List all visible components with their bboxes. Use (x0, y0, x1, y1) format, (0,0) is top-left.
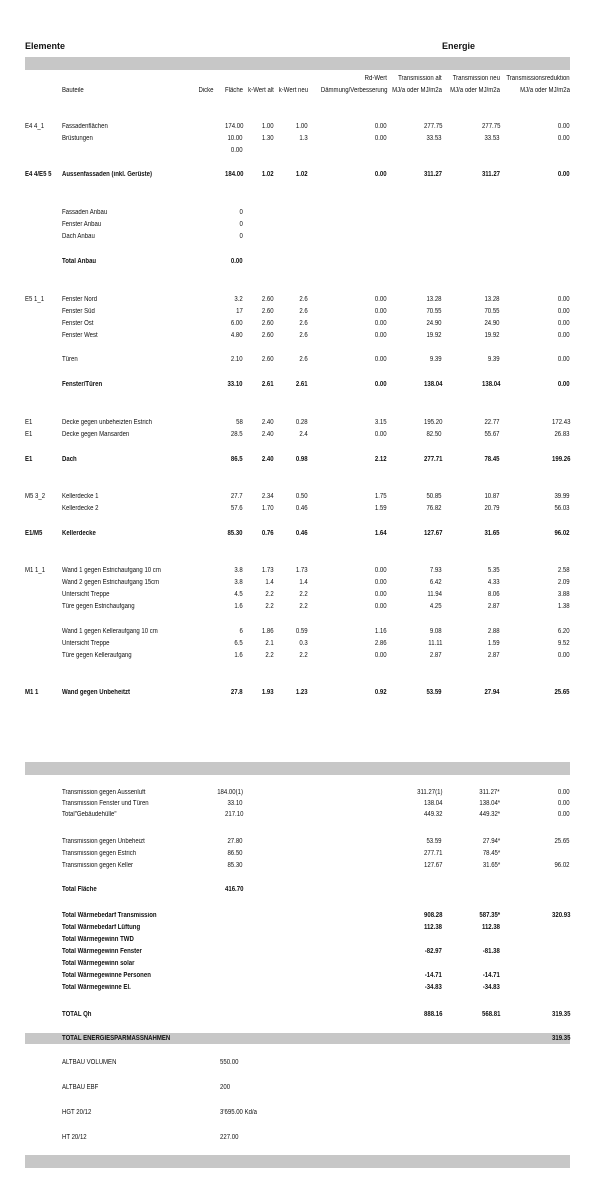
row-transmission-neu: 22.77 (484, 419, 500, 426)
row-rd-wert: 0.00 (375, 135, 387, 142)
row-rd-wert: 0.00 (375, 123, 387, 130)
summary-label: Total Wärmebedarf Lüftung (62, 924, 141, 931)
row-code: E5 1_1 (25, 296, 45, 303)
row-flaeche: 0.00 (231, 147, 243, 154)
row-transmission-neu: 2.88 (488, 628, 500, 635)
row-k-alt: 2.61 (262, 381, 274, 388)
row-transmissionsreduktion: 3.88 (558, 591, 570, 598)
summary-label: Total Wärmegewinn TWD (62, 936, 134, 943)
summary-label: Transmission gegen Keller (62, 862, 134, 869)
row-bauteil: Fenster Ost (62, 320, 94, 327)
building-data-label: HGT 20/12 (62, 1109, 92, 1116)
row-k-neu: 0.3 (299, 640, 308, 647)
row-transmission-alt: 4.25 (430, 603, 442, 610)
summary-label: Total Wärmebedarf Transmission (62, 912, 157, 919)
row-transmission-alt: 277.75 (423, 123, 442, 130)
row-transmissionsreduktion: 199.26 (551, 456, 570, 463)
row-transmission-neu: 24.90 (484, 320, 500, 327)
row-transmissionsreduktion: 39.99 (554, 493, 570, 500)
summary-label: Transmission gegen Aussenluft (62, 789, 146, 796)
row-code: E1 (25, 456, 33, 463)
summary-area: 33.10 (227, 800, 243, 807)
col-header-daemmung: Dämmung/Verbesserung (320, 87, 387, 94)
row-k-alt: 1.93 (262, 689, 274, 696)
row-transmission-alt: 9.08 (430, 628, 442, 635)
row-transmission-alt: 7.93 (430, 567, 442, 574)
row-flaeche: 57.6 (231, 505, 243, 512)
row-rd-wert: 0.00 (375, 171, 387, 178)
row-transmission-alt: 53.59 (426, 689, 442, 696)
row-flaeche: 1.6 (234, 603, 243, 610)
row-bauteil: Fenster Süd (62, 308, 95, 315)
row-code: M1 1 (25, 689, 39, 696)
summary-reduktion: 0.00 (558, 811, 570, 818)
summary-label: Transmission gegen Estrich (62, 850, 137, 857)
row-code: E1 (25, 419, 33, 426)
footer-divider-bar (25, 1155, 570, 1168)
row-bauteil: Fenster West (62, 332, 98, 339)
row-rd-wert: 2.12 (375, 456, 387, 463)
summary-transmission-alt: 908.28 (423, 912, 442, 919)
row-rd-wert: 0.92 (375, 689, 387, 696)
row-rd-wert: 0.00 (375, 381, 387, 388)
col-header-rd-wert: Rd-Wert (364, 75, 387, 82)
summary-area: 85.30 (227, 862, 243, 869)
row-transmission-alt: 127.67 (423, 530, 442, 537)
row-flaeche: 0 (239, 221, 243, 228)
building-data-label: ALTBAU VOLUMEN (62, 1059, 117, 1066)
row-transmissionsreduktion: 96.02 (554, 530, 570, 537)
row-flaeche: 58 (236, 419, 243, 426)
row-transmission-alt: 11.94 (427, 591, 442, 598)
summary-label: Total"Gebäudehülle" (62, 811, 117, 818)
total-energiesparmassnahmen-value: 319.35 (551, 1035, 570, 1042)
summary-transmission-neu: 112.38 (481, 924, 500, 931)
summary-transmission-neu: 587.35* (479, 912, 500, 919)
row-transmissionsreduktion: 1.38 (558, 603, 570, 610)
row-k-alt: 1.4 (265, 579, 274, 586)
row-rd-wert: 1.64 (375, 530, 387, 537)
summary-reduktion: 0.00 (558, 800, 570, 807)
row-transmission-neu: 31.65 (484, 530, 500, 537)
row-rd-wert: 0.00 (375, 320, 387, 327)
row-code: E1 (25, 431, 33, 438)
row-bauteil: Fenster/Türen (62, 381, 103, 388)
row-k-alt: 0.76 (262, 530, 274, 537)
row-rd-wert: 0.00 (375, 652, 387, 659)
section-title-elemente: Elemente (25, 41, 66, 51)
row-flaeche: 28.5 (231, 431, 243, 438)
row-flaeche: 6.00 (231, 320, 243, 327)
row-flaeche: 3.8 (234, 567, 243, 574)
row-transmissionsreduktion: 0.00 (558, 123, 570, 130)
summary-transmission-neu: 78.45* (482, 850, 500, 857)
row-k-alt: 2.60 (262, 320, 274, 327)
row-transmission-neu: 9.39 (488, 356, 500, 363)
row-rd-wert: 3.15 (375, 419, 387, 426)
summary-transmission-neu: 449.32* (479, 811, 500, 818)
summary-transmission-alt: 888.16 (423, 1011, 442, 1018)
summary-label: Transmission gegen Unbeheizt (62, 838, 145, 845)
row-transmission-neu: 1.59 (488, 640, 500, 647)
row-transmission-alt: 24.90 (426, 320, 442, 327)
row-k-alt: 1.30 (262, 135, 274, 142)
row-k-neu: 1.4 (299, 579, 308, 586)
summary-area: 27.80 (227, 838, 243, 845)
row-bauteil: Türen (62, 356, 78, 363)
summary-label: Total Wärmegewinne El. (62, 984, 131, 991)
row-transmission-alt: 11.11 (427, 640, 442, 647)
row-k-neu: 0.98 (296, 456, 308, 463)
summary-transmission-neu: 311.27* (479, 789, 500, 796)
building-data-value: 200 (220, 1084, 231, 1091)
row-transmissionsreduktion: 0.00 (558, 171, 570, 178)
col-header-transmission-neu: Transmission neu (452, 75, 500, 82)
building-data-value: 3'695.00 Kd/a (220, 1109, 257, 1116)
row-k-alt: 2.34 (262, 493, 274, 500)
row-transmission-neu: 2.87 (488, 652, 500, 659)
row-transmission-alt: 76.82 (426, 505, 442, 512)
row-transmission-alt: 82.50 (426, 431, 442, 438)
row-flaeche: 27.8 (231, 689, 243, 696)
row-transmissionsreduktion: 25.65 (554, 689, 570, 696)
row-bauteil: Kellerdecke 2 (62, 505, 99, 512)
row-transmissionsreduktion: 9.52 (558, 640, 570, 647)
row-transmissionsreduktion: 0.00 (558, 320, 570, 327)
row-flaeche: 4.5 (234, 591, 243, 598)
row-transmission-neu: 2.87 (488, 603, 500, 610)
row-rd-wert: 0.00 (375, 591, 387, 598)
summary-label: TOTAL Qh (62, 1011, 92, 1018)
row-transmissionsreduktion: 0.00 (558, 652, 570, 659)
row-transmissionsreduktion: 2.09 (558, 579, 570, 586)
summary-transmission-neu: 138.04* (479, 800, 500, 807)
col-header-transmissionsreduktion: Transmissionsreduktion (506, 75, 570, 82)
row-transmission-neu: 311.27 (481, 171, 500, 178)
row-transmission-neu: 13.28 (484, 296, 500, 303)
summary-label: Total Fläche (62, 886, 97, 893)
row-bauteil: Wand 1 gegen Kelleraufgang 10 cm (62, 628, 158, 635)
row-k-neu: 0.46 (296, 530, 308, 537)
row-k-alt: 1.02 (262, 171, 274, 178)
summary-reduktion: 319.35 (551, 1011, 570, 1018)
row-code: M5 3_2 (25, 493, 46, 500)
row-transmission-alt: 311.27 (423, 171, 442, 178)
row-k-neu: 1.3 (299, 135, 308, 142)
row-rd-wert: 0.00 (375, 308, 387, 315)
row-transmissionsreduktion: 6.20 (558, 628, 570, 635)
row-bauteil: Brüstungen (62, 135, 93, 142)
row-k-alt: 2.2 (265, 591, 274, 598)
row-transmission-alt: 277.71 (423, 456, 442, 463)
row-code: E4 4/E5 5 (25, 171, 52, 178)
row-k-alt: 1.73 (262, 567, 274, 574)
row-transmissionsreduktion: 0.00 (558, 356, 570, 363)
col-header-dicke: Dicke (198, 87, 214, 94)
row-transmission-neu: 70.55 (484, 308, 500, 315)
row-transmission-alt: 6.42 (430, 579, 442, 586)
row-k-alt: 2.60 (262, 308, 274, 315)
summary-transmission-alt: -14.71 (424, 972, 442, 979)
row-transmission-neu: 55.67 (484, 431, 500, 438)
row-bauteil: Türe gegen Estrichaufgang (62, 603, 135, 610)
row-rd-wert: 1.75 (375, 493, 387, 500)
row-transmissionsreduktion: 0.00 (558, 135, 570, 142)
summary-label: Total Wärmegewinn solar (62, 960, 135, 967)
row-k-neu: 2.2 (299, 603, 308, 610)
summary-reduktion: 0.00 (558, 789, 570, 796)
row-k-alt: 2.60 (262, 296, 274, 303)
row-bauteil: Wand 1 gegen Estrichaufgang 10 cm (62, 567, 161, 574)
summary-transmission-neu: -34.83 (482, 984, 500, 991)
building-data-label: ALTBAU EBF (62, 1084, 99, 1091)
row-bauteil: Dach Anbau (62, 233, 95, 240)
row-bauteil: Untersicht Treppe (62, 591, 110, 598)
col-header-bauteile: Bauteile (62, 87, 84, 94)
row-k-neu: 2.6 (299, 356, 308, 363)
summary-reduktion: 96.02 (554, 862, 570, 869)
summary-transmission-alt: 53.59 (426, 838, 442, 845)
building-data-value: 550.00 (220, 1059, 239, 1066)
row-transmission-neu: 19.92 (484, 332, 500, 339)
row-transmission-alt: 2.87 (430, 652, 442, 659)
row-k-alt: 2.60 (262, 356, 274, 363)
row-bauteil: Aussenfassaden (inkl. Gerüste) (62, 171, 153, 178)
row-k-alt: 1.70 (262, 505, 274, 512)
row-transmission-neu: 27.94 (484, 689, 500, 696)
row-k-neu: 2.6 (299, 320, 308, 327)
row-flaeche: 3.8 (234, 579, 243, 586)
row-flaeche: 3.2 (234, 296, 243, 303)
summary-transmission-neu: -14.71 (482, 972, 500, 979)
row-flaeche: 0.00 (231, 258, 243, 265)
row-bauteil: Dach (62, 456, 77, 463)
row-transmissionsreduktion: 0.00 (558, 381, 570, 388)
row-flaeche: 1.6 (234, 652, 243, 659)
row-k-alt: 2.40 (262, 419, 274, 426)
summary-area: 416.70 (224, 886, 243, 893)
row-bauteil: Total Anbau (62, 258, 97, 265)
row-transmission-alt: 13.28 (426, 296, 442, 303)
row-rd-wert: 0.00 (375, 603, 387, 610)
row-transmission-neu: 20.79 (484, 505, 500, 512)
row-transmission-neu: 277.75 (481, 123, 500, 130)
section-title-energie: Energie (442, 41, 476, 51)
row-bauteil: Untersicht Treppe (62, 640, 110, 647)
row-flaeche: 6 (239, 628, 243, 635)
row-k-neu: 0.46 (296, 505, 308, 512)
row-transmissionsreduktion: 172.43 (551, 419, 570, 426)
summary-label: Total Wärmegewinn Fenster (62, 948, 142, 955)
row-transmission-alt: 33.53 (426, 135, 442, 142)
row-k-neu: 2.2 (299, 652, 308, 659)
row-bauteil: Kellerdecke (62, 530, 96, 537)
summary-reduktion: 320.93 (551, 912, 570, 919)
row-k-alt: 1.00 (262, 123, 274, 130)
building-data-label: HT 20/12 (62, 1134, 87, 1141)
row-transmission-neu: 10.87 (484, 493, 500, 500)
row-transmissionsreduktion: 56.03 (554, 505, 570, 512)
row-bauteil: Decke gegen Mansarden (62, 431, 130, 438)
row-flaeche: 4.80 (231, 332, 243, 339)
row-k-alt: 1.86 (262, 628, 274, 635)
row-k-alt: 2.40 (262, 456, 274, 463)
row-bauteil: Fassaden Anbau (62, 209, 108, 216)
col-header-k-neu: k-Wert neu (278, 87, 308, 94)
summary-area: 184.00(1) (217, 789, 243, 796)
row-code: M1 1_1 (25, 567, 46, 574)
row-flaeche: 174.00 (224, 123, 243, 130)
row-transmission-neu: 4.33 (488, 579, 500, 586)
col-header-flaeche: Fläche (224, 87, 243, 94)
row-rd-wert: 1.59 (375, 505, 387, 512)
row-bauteil: Wand gegen Unbeheitzt (62, 689, 131, 696)
row-transmission-neu: 78.45 (484, 456, 500, 463)
row-bauteil: Fenster Anbau (62, 221, 102, 228)
row-k-neu: 1.00 (296, 123, 308, 130)
row-k-neu: 2.4 (299, 431, 308, 438)
col-header-k-alt: k-Wert alt (248, 87, 274, 94)
row-bauteil: Fassadenflächen (62, 123, 108, 130)
row-rd-wert: 0.00 (375, 567, 387, 574)
row-bauteil: Türe gegen Kelleraufgang (62, 652, 132, 659)
row-transmission-neu: 138.04 (481, 381, 500, 388)
row-flaeche: 184.00 (224, 171, 243, 178)
row-transmission-alt: 195.20 (423, 419, 442, 426)
row-transmissionsreduktion: 0.00 (558, 296, 570, 303)
row-flaeche: 17 (236, 308, 243, 315)
row-transmissionsreduktion: 0.00 (558, 332, 570, 339)
summary-transmission-alt: 127.67 (423, 862, 442, 869)
summary-area: 86.50 (227, 850, 243, 857)
summary-transmission-neu: 31.65* (482, 862, 500, 869)
row-k-neu: 1.02 (296, 171, 308, 178)
row-k-neu: 0.50 (296, 493, 308, 500)
row-k-neu: 0.59 (296, 628, 308, 635)
summary-transmission-alt: 138.04 (423, 800, 442, 807)
row-bauteil: Fenster Nord (62, 296, 98, 303)
row-k-alt: 2.1 (265, 640, 274, 647)
row-k-neu: 0.28 (296, 419, 308, 426)
row-transmission-alt: 70.55 (426, 308, 442, 315)
row-code: E1/M5 (25, 530, 43, 537)
row-transmissionsreduktion: 2.58 (558, 567, 570, 574)
building-data-value: 227.00 (220, 1134, 239, 1141)
row-transmission-alt: 9.39 (430, 356, 442, 363)
summary-transmission-alt: 277.71 (423, 850, 442, 857)
row-transmission-neu: 33.53 (484, 135, 500, 142)
col-header-transmission-neu-unit: MJ/a oder MJ/m2a (450, 87, 500, 94)
row-transmission-neu: 8.06 (488, 591, 500, 598)
row-flaeche: 27.7 (231, 493, 243, 500)
summary-label: Transmission Fenster und Türen (62, 800, 149, 807)
col-header-transmissionsreduktion-unit: MJ/a oder MJ/m2a (520, 87, 570, 94)
summary-area: 217.10 (224, 811, 243, 818)
row-rd-wert: 0.00 (375, 579, 387, 586)
row-bauteil: Decke gegen unbeheizten Estrich (62, 419, 153, 426)
col-header-transmission-alt-unit: MJ/a oder MJ/m2a (392, 87, 442, 94)
row-flaeche: 6.5 (234, 640, 243, 647)
row-bauteil: Kellerdecke 1 (62, 493, 99, 500)
row-transmissionsreduktion: 26.83 (554, 431, 570, 438)
col-header-transmission-alt: Transmission alt (398, 75, 442, 82)
summary-label: Total Wärmegewinne Personen (62, 972, 151, 979)
summary-transmission-neu: 568.81 (481, 1011, 500, 1018)
header-divider-bar (25, 57, 570, 70)
row-k-alt: 2.2 (265, 652, 274, 659)
summary-transmission-neu: 27.94* (482, 838, 500, 845)
row-transmission-alt: 50.85 (426, 493, 442, 500)
row-code: E4 4_1 (25, 123, 45, 130)
row-k-neu: 2.6 (299, 308, 308, 315)
row-k-neu: 1.23 (296, 689, 308, 696)
row-flaeche: 10.00 (227, 135, 243, 142)
row-k-neu: 2.61 (296, 381, 308, 388)
row-transmission-alt: 138.04 (423, 381, 442, 388)
summary-transmission-alt: 449.32 (423, 811, 442, 818)
row-flaeche: 33.10 (227, 381, 243, 388)
row-transmission-alt: 19.92 (426, 332, 442, 339)
row-bauteil: Wand 2 gegen Estrichaufgang 15cm (62, 579, 160, 586)
row-flaeche: 86.5 (231, 456, 243, 463)
row-flaeche: 0 (239, 233, 243, 240)
row-k-neu: 2.6 (299, 332, 308, 339)
row-transmissionsreduktion: 0.00 (558, 308, 570, 315)
row-rd-wert: 1.16 (375, 628, 387, 635)
summary-divider-bar (25, 762, 570, 775)
row-flaeche: 0 (239, 209, 243, 216)
row-flaeche: 2.10 (231, 356, 243, 363)
row-k-neu: 2.2 (299, 591, 308, 598)
summary-transmission-alt: -34.83 (424, 984, 442, 991)
row-rd-wert: 0.00 (375, 296, 387, 303)
row-rd-wert: 0.00 (375, 332, 387, 339)
row-k-alt: 2.40 (262, 431, 274, 438)
row-transmission-neu: 5.35 (488, 567, 500, 574)
row-k-alt: 2.60 (262, 332, 274, 339)
row-k-alt: 2.2 (265, 603, 274, 610)
summary-reduktion: 25.65 (554, 838, 570, 845)
row-rd-wert: 2.86 (375, 640, 387, 647)
row-rd-wert: 0.00 (375, 431, 387, 438)
row-rd-wert: 0.00 (375, 356, 387, 363)
total-energiesparmassnahmen-label: TOTAL ENERGIESPARMASSNAHMEN (62, 1035, 171, 1042)
summary-transmission-alt: 112.38 (423, 924, 442, 931)
row-k-neu: 1.73 (296, 567, 308, 574)
summary-transmission-neu: -81.38 (482, 948, 500, 955)
summary-transmission-alt: 311.27(1) (416, 789, 442, 796)
summary-transmission-alt: -82.97 (424, 948, 442, 955)
row-flaeche: 85.30 (227, 530, 243, 537)
row-k-neu: 2.6 (299, 296, 308, 303)
